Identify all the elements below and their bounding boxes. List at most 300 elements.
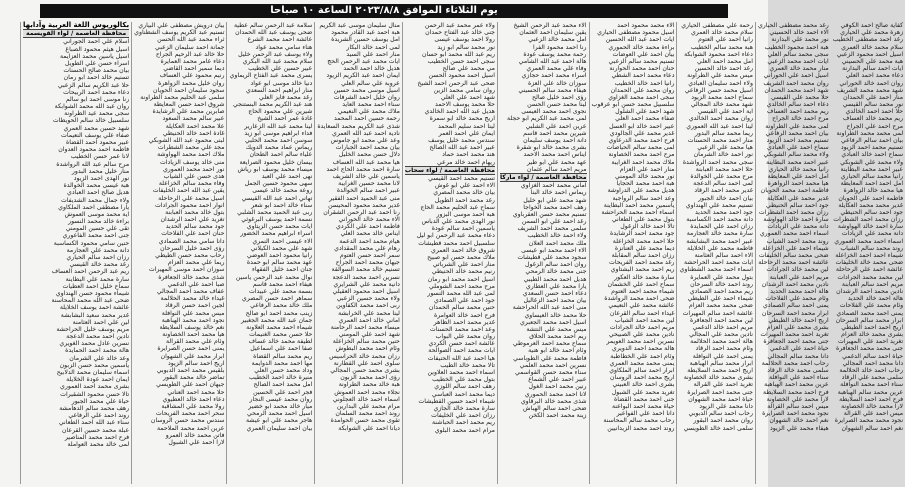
name-entry: رحاب محمد حسن الطيطي xyxy=(155,252,225,259)
name-column xyxy=(314,22,402,484)
name-entry: جود احمد علي الصمادي xyxy=(433,297,495,305)
name-entry: حنان احمد علي الفلاحات xyxy=(161,230,225,238)
name-entry: هاجر محمد علي ابو عيشة xyxy=(245,417,313,425)
name-entry: رزان احمد سالم الحياري xyxy=(66,254,130,261)
name-entry: لينا محمد عبد الله الزعارير xyxy=(244,122,313,130)
name-entry: بشرى احمد خالد العبيني xyxy=(612,381,675,389)
name-entry: دانة محمد علي الزيادات xyxy=(767,223,829,231)
name-entry: سندس محمد حسن الروسان xyxy=(150,417,225,425)
name-entry: شيرين علي محمود الحاج xyxy=(248,108,313,116)
name-entry: عبلة محمد حسين القرعان xyxy=(61,426,130,434)
name-entry: عائشة محمد علي النعيمي xyxy=(608,302,675,310)
name-entry: سناء احمد محمد النوافلة xyxy=(840,381,904,389)
district-heading: محافظة العاصمة / لواء سحاب xyxy=(404,166,495,174)
name-column xyxy=(20,22,131,484)
name-entry: منار ابراهيم احمد السعدي xyxy=(245,86,313,94)
name-entry: هالة احمد محمد الحديد xyxy=(770,287,829,295)
name-entry: روان محمد عيسى النجار xyxy=(249,395,313,403)
name-entry: سلمى عبد الحليم محمد الطراونة xyxy=(140,93,225,101)
name-column xyxy=(589,22,677,484)
name-entry: لانا محمد حسين الغرايبة xyxy=(338,180,400,188)
name-entry: هالة محمد احمد الحمايدة xyxy=(65,347,130,355)
name-entry: سوزان خالد علي العزة xyxy=(528,79,587,87)
name-entry: ولاء عمر محمد عبد الرحمن xyxy=(424,22,495,29)
name-entry: بيان احمد محمد الرفاعي xyxy=(765,129,829,137)
name-entry: ضحى عبد الله محمد المحاسنة xyxy=(51,297,130,305)
name-entry: رزان احمد سالم المقابلة xyxy=(611,252,675,259)
name-entry: شيماء محمد احمد العتوم xyxy=(611,287,675,295)
name-entry: تهاني احمد عبد الله القيسي xyxy=(241,194,313,202)
name-entry: مرح احمد علي الجراح xyxy=(846,122,904,130)
name-entry: بتول خالد محمد العبابنة xyxy=(165,208,225,216)
name-entry: بتول محمد علي العمايرة xyxy=(690,273,753,281)
name-entry: ياسمين محمد حسن الزبون xyxy=(59,361,130,369)
name-entry: اسيل احمد محمود العقيلي xyxy=(332,287,400,295)
name-entry: صفاء محمد احمد العلي xyxy=(615,115,675,123)
name-entry: دعاء احمد خالد العطيوي xyxy=(162,395,225,403)
name-entry: سناء محمد حسن القواسمي xyxy=(515,369,587,376)
name-column xyxy=(131,22,226,484)
name-entry: حياة احمد علي الدغمي xyxy=(769,345,829,353)
name-entry: غدير محمد سعيد البشابشة xyxy=(60,311,130,319)
name-entry: صابرين محمد علي الرشايدة xyxy=(152,108,225,116)
name-entry: مريم احمد سالم عثمان xyxy=(527,165,587,173)
name-entry: لارا احمد علي الشبول xyxy=(168,438,225,446)
name-entry: بشرى محمد حسن المجالي xyxy=(330,367,400,374)
name-entry: بيان احمد خالد الجبور xyxy=(698,194,753,202)
name-entry: تسنيم محمد سالم الزعبي xyxy=(608,57,675,65)
name-entry: رحاب احمد خالد الحلالمة xyxy=(839,367,904,374)
name-entry: شذى محمد خالد البرقاوي xyxy=(520,397,587,405)
name-entry: سمر احمد حسن العتوم xyxy=(339,252,400,259)
name-entry: سماح احمد خالد العبادي xyxy=(841,151,904,159)
name-entry: لين علي احمد العثامنة xyxy=(72,318,130,326)
name-entry: بيان احمد علي العوضات xyxy=(612,50,675,58)
name-entry: ريم احمد محمد الحلاق xyxy=(529,333,587,341)
name-entry: ايات احمد محمد الزعبي xyxy=(767,57,829,65)
name-entry: نور احمد خالد الشرمان xyxy=(693,151,753,159)
name-entry: هيام محمد احمد الدعمة xyxy=(339,237,400,245)
name-entry: ميساء محمد احمد الرحامنة xyxy=(330,323,400,331)
name-entry: اريج احمد احمد الطيطي xyxy=(841,323,904,331)
name-entry: دلال حسن محمد الخليل xyxy=(338,151,400,159)
name-entry: تسنيم خالد احمد ابو رمان xyxy=(63,74,130,82)
name-entry: نسرين احمد محمد العلمي xyxy=(519,361,587,369)
name-entry: روند محمد سالم الشياب xyxy=(840,244,904,252)
name-entry: هبة خالد محمد الطراونة xyxy=(338,381,400,389)
name-entry: اسيل محمود مصطفى الحياري xyxy=(597,29,675,37)
name-entry: شروق خالد احمد العمري xyxy=(431,246,495,254)
name-entry: بشرى محمد خالد ابو شقرة xyxy=(516,144,587,152)
name-entry: ياسمين محمد احمد البطاينة xyxy=(603,201,675,209)
name-entry: فاطمة احمد محمد الحويان xyxy=(760,187,829,195)
name-entry: شهد احمد علي المومني xyxy=(338,331,400,339)
name-entry: لينا محمد حسن الحسن xyxy=(527,101,587,109)
name-entry: لمى عبد الله محمد النسور xyxy=(427,289,495,297)
name-entry: عبير احمد سالم الخوالدة xyxy=(336,187,400,195)
name-entry: الاء محمد محمود احمد xyxy=(617,22,675,29)
name-entry: شهد احمد محمد الحمدان xyxy=(764,86,829,94)
name-entry: اسراء محمد احمد حجازي xyxy=(521,72,587,80)
name-entry: مريم احمد علي العبابنة xyxy=(769,273,829,281)
name-entry: منى خالد يوسف الزيادات xyxy=(159,158,225,166)
name-entry: ريم محمد احمد العساف xyxy=(767,108,829,116)
name-entry: عرين احمد علي الشلبي xyxy=(525,122,587,130)
name-entry: بسمة محمد علي عبيدات xyxy=(249,287,313,295)
name-entry: ولاء احمد خالد الخطيب xyxy=(527,232,587,240)
name-entry: هند محمد احمد حماد xyxy=(442,151,495,159)
name-entry: فاتن محمد خالد العمرو xyxy=(165,431,225,439)
name-entry: يارا مصطفى احمد الملكاوي xyxy=(58,203,130,211)
name-entry: صفا احمد علي اسماعيل xyxy=(250,345,313,353)
name-entry: يمنى محمد محمد العمري xyxy=(609,359,675,367)
name-entry: نادين محمد احمد الرشدان xyxy=(761,280,829,288)
district-heading: محافظة العاصمة / لواء القويسمة xyxy=(23,29,129,38)
name-column xyxy=(497,22,589,484)
name-entry: الاء عيسى احمد النمري xyxy=(252,237,313,245)
name-entry: رغد احمد مصطفى الخطيب xyxy=(832,36,904,44)
name-entry: منار محمد خالد العمري xyxy=(769,65,829,73)
name-entry: وئام محمد علي الفلاحات xyxy=(765,295,829,303)
name-entry: دعاء محمد احمد الربيحات xyxy=(63,88,130,96)
name-entry: ياسمين احمد سالم عودة xyxy=(431,225,495,233)
name-entry: سماح محمد احمد العرموطي xyxy=(512,340,587,348)
name-entry: حنين محمد سالم الخزاعلة xyxy=(332,338,400,346)
name-entry: فاطمة احمد محمود العدوان xyxy=(58,146,130,154)
name-entry: ضحى محمد محمد العزام xyxy=(688,302,753,310)
name-entry: منار احمد علي الشرباتي xyxy=(432,261,495,269)
name-entry: بيان محمد احمد الجبارات xyxy=(335,144,400,152)
name-entry: سندس محمد خليل يوسف xyxy=(428,137,495,144)
name-entry: ربى عبد الحميد محمد الشلبي xyxy=(237,208,313,216)
name-entry: سارة محمد خالد العكور xyxy=(614,273,675,281)
name-entry: سلام محمد خالد العمري xyxy=(690,29,753,37)
name-entry: شهد احمد علي الشلول xyxy=(615,108,675,116)
name-entry: ديما محمد احمد العباسي xyxy=(431,390,495,398)
name-entry: وئام محمد علي الفلاحات xyxy=(839,302,904,310)
name-entry: بيان محمد احمد الزغاليل xyxy=(523,297,587,305)
name-entry: روان محمد احمد الخالدي xyxy=(688,115,753,123)
name-entry: مي محمد علي صالح xyxy=(442,65,495,73)
name-entry: عهد محمد سالم ابو حمدة xyxy=(246,259,313,267)
name-entry: ضحى احمد محمد الرواشدة xyxy=(604,295,675,303)
name-entry: عائشة احمد علي الرحاحلة xyxy=(835,266,904,274)
name-entry: ملاك محمد علي النعيمي xyxy=(337,108,400,116)
name-entry: ربى احمد محمد الكفاوين xyxy=(336,302,400,310)
name-entry: هيفاء محمد علي الزيود xyxy=(770,424,829,432)
name-entry: تسنيم محمد احمد القيسي xyxy=(428,174,495,182)
name-entry: يمنى احمد محمد الصمادي xyxy=(836,309,904,317)
name-entry: روان خليل محمد الزواهرة xyxy=(158,79,225,87)
name-entry: تسنيم محمد احمد الزيود xyxy=(840,144,904,152)
name-entry: لبنى محمود عبد الله الشوبكي xyxy=(148,137,225,144)
name-entry: سارة محمد خالد الجازي xyxy=(433,404,495,412)
name-entry: سماهر احمد حسن المصري xyxy=(241,295,313,303)
name-entry: حنان احمد محمد الحوارنة xyxy=(609,65,675,73)
name-entry: نادين محمد علي الصبيحي xyxy=(608,331,675,339)
name-entry: جنى احمد محمد الفاعوري xyxy=(62,232,130,240)
name-entry: سارة احمد خالد الهواوشة xyxy=(763,216,829,224)
name-entry: سجى احمد حسن الخطيب xyxy=(427,57,495,65)
name-entry: نور الهدى احمد الزيود xyxy=(73,174,130,182)
name-entry: تسنيم محمد حسن العقرباوي xyxy=(512,210,587,218)
name-entry: عرين احمد محمد الملاحمة xyxy=(156,424,225,432)
name-entry: روند احمد خالد السرحان xyxy=(690,280,753,288)
name-entry: هبة محمد علي الحسيني xyxy=(841,57,904,65)
name-entry: بتول محمد علي الخطيب xyxy=(432,376,495,384)
name-entry: ريم عبد الله محمد ابو حسان xyxy=(421,50,495,58)
name-entry: مريم احمد خالد الدغمي xyxy=(692,323,753,331)
name-entry: شيماء احمد احمد الخزاعلة xyxy=(835,252,904,259)
name-entry: غدير محمد علي الجالودي xyxy=(609,129,675,137)
name-entry: روان محمد علي الحمدان xyxy=(610,86,675,94)
name-entry: تسنيم محمد علي الهنداوي xyxy=(685,201,753,209)
name-entry: جنان احمد خليل الفقهاء xyxy=(251,266,313,274)
name-entry: يمنى احمد سالم الصمادي xyxy=(762,302,829,310)
name-entry: عفاف محمد احمد المجالي xyxy=(156,287,225,295)
name-entry: ديما محمد علي العنانزة xyxy=(614,244,675,252)
name-entry: دعاء محمد عبد الرحمن ابو ليل xyxy=(416,232,495,240)
name-entry: ميس محمد علي الطراونة xyxy=(687,72,753,80)
name-entry: عائشة احمد حسن الكردي xyxy=(428,340,495,348)
name-entry: ديانا احمد علي الشوابكة xyxy=(338,424,400,432)
name-entry: حياة علي محمد الجبور xyxy=(71,397,130,405)
name-entry: تسنيم خالد محمد السوالقة xyxy=(331,266,400,274)
name-entry: جمانة احمد سليمان الزعبي xyxy=(155,43,225,51)
name-entry: رحاب احمد سالم الدبوبي xyxy=(688,410,753,418)
name-entry: نسرين عادل محمد الغويري xyxy=(59,340,130,348)
name-entry: سلسبيل خالد سالم الحويطات xyxy=(52,117,130,125)
name-entry: رحمة حسين احمد المحمد xyxy=(333,115,400,123)
name-entry: الاء احمد علي ابو غوش xyxy=(435,182,495,190)
name-entry: غدير محمد محمود المحيسن xyxy=(328,201,400,209)
name-entry: جود محمد سالم الحديد xyxy=(165,223,225,231)
name-entry: ملاك احمد محمد الهواوشة xyxy=(157,151,225,159)
name-entry: بتول محمد علي الطعاني xyxy=(611,216,675,224)
name-entry: روان محمد احمد البقور xyxy=(693,417,753,425)
name-entry: حلا حسن محمد الغنيمات xyxy=(249,331,313,339)
name-entry: نهى احمد علي العبد xyxy=(261,172,313,180)
name-entry: شهد محمد علي ابو خليل xyxy=(523,196,587,204)
name-entry: رزان محمد احمد الشطرات xyxy=(758,208,829,216)
name-entry: ملك خالد محمد الرفاعي xyxy=(250,302,313,310)
name-entry: سلامة عبد الرحمن سالم عطية xyxy=(233,22,313,29)
name-entry: رغد محمد خالد القيسي xyxy=(69,261,130,269)
name-entry: غادة احمد خالد الحنيطي xyxy=(162,129,225,137)
name-entry: عهد محمد علي ابو طير xyxy=(526,158,587,166)
name-entry: هيا محمد احمد الخصاونة xyxy=(162,331,225,339)
name-entry: دعاء احمد حسن السعدي xyxy=(522,289,587,297)
name-entry: انوار احمد محمود الجرادات xyxy=(155,201,225,209)
name-entry: سماح احمد محمد الزيود xyxy=(691,93,753,101)
name-entry: روعة محمد خالد عيسى xyxy=(252,187,313,195)
name-entry: سارة احمد محمد الحاج احمد xyxy=(326,165,400,173)
name-entry: هالة احمد خالد الحديد xyxy=(847,295,904,303)
name-entry: شهد احمد علي العلي xyxy=(440,93,495,101)
name-entry: ايمان احمد عودة الخلايلة xyxy=(66,376,130,384)
name-entry: مرام محمد علي البدارين xyxy=(336,402,400,410)
name-entry: دعاء محمد احمد الشطي xyxy=(611,72,675,80)
name-entry: صبا احمد علي الدغمي xyxy=(167,280,225,288)
name-entry: ابرار محمد احمد السرحان xyxy=(761,309,829,317)
name-entry: سجى محمد احمد الرواشدة xyxy=(682,158,753,166)
name-entry: هيا محمد عبد الله العساف xyxy=(332,158,400,166)
name-entry: ولاء محمد علي الشوبكي xyxy=(840,158,904,166)
name-entry: مرح احمد خالد الجراح xyxy=(772,115,829,123)
name-entry: هند عبد الكريم محمد البستنجي xyxy=(232,101,313,109)
name-entry: روان عبد الله محمد الشوابكة xyxy=(54,103,130,111)
name-entry: ولاء محمد حسين الزعبي xyxy=(336,295,400,303)
name-entry: سحر احمد محمد الفريحات xyxy=(155,410,225,418)
name-entry: تغريد احمد علي المهيرات xyxy=(837,338,904,346)
name-entry: نوال محمد عبد الرحمن ياسين xyxy=(235,273,313,281)
name-entry: رغد محمد مصطفى الحياري xyxy=(757,22,829,29)
name-entry: رزان احمد علي الخليفات xyxy=(431,412,495,420)
name-entry: رنا احمد عبد الرحمن الشقران xyxy=(323,208,400,216)
name-entry: جيهان محمد احمد الجراح xyxy=(335,259,400,267)
name-entry: حياة احمد سالم الدغمي xyxy=(842,352,904,360)
name-entry: ابرار محمد سالم الهباهبة xyxy=(689,359,753,367)
name-entry: سارة احمد خالد الهواوشة xyxy=(837,223,904,231)
name-entry: لمى محمد علي الطراونة xyxy=(765,122,829,130)
name-entry: هالة محمد احمد الدويري xyxy=(611,345,675,353)
name-entry: عبير سالم محمد السعود xyxy=(162,115,225,123)
name-entry: اسماء احمد محمد الشطناوي xyxy=(679,266,753,274)
name-entry: جنى محمد محمد الجعافرة xyxy=(835,345,904,353)
name-entry: دانا سامي محمد الصمادي xyxy=(158,237,225,245)
name-entry: هناء سامي محمد عواد xyxy=(255,43,313,51)
name-entry: ايات محمد عبد الرحمن الحج xyxy=(327,57,400,65)
name-entry: اسيل محمد حسن الرفاعي xyxy=(684,86,753,94)
name-entry: عبير احمد محمد البطاينة xyxy=(766,158,829,166)
name-entry: دانة محمد علي الزيادات xyxy=(841,230,904,238)
name-entry: وعد علي محمد ابو جاموس xyxy=(330,137,400,144)
name-entry: عبير احمد محمد البشابشة xyxy=(686,237,753,245)
name-entry: فداء ابراهيم موسى ابو زيد xyxy=(244,129,313,137)
name-entry: روان محمد علي البواب xyxy=(435,333,495,341)
name-entry: هبة عيسى محمد الخوالدة xyxy=(63,182,130,190)
name-entry: نغم احمد سالم الشهوان xyxy=(841,424,904,432)
name-entry: يسرى محمد عبد الفتاح الريماوي xyxy=(229,72,313,80)
name-entry: منار خليل محمد البدور xyxy=(71,167,130,175)
name-entry: دانة محمد احمد الكساسبة xyxy=(686,216,753,224)
name-entry: حلا عبد الكريم سالم الزعبي xyxy=(57,81,130,89)
name-entry: حلا احمد احمد الخالدي xyxy=(845,108,904,116)
name-entry: تغريد احمد علي القرالة xyxy=(693,381,753,389)
name-entry: بيان محمد صالح الحسنات xyxy=(63,67,130,75)
name-entry: مرح احمد محمد الخصاونة xyxy=(608,151,675,159)
name-entry: تسنيم محمد احمد الزيود xyxy=(766,137,829,144)
name-entry: فرح احمد محمد السلايطة xyxy=(762,388,829,396)
name-entry: لجين احمد حسن الرقاد xyxy=(165,302,225,310)
name-entry: روان احمد خالد الحوراني xyxy=(839,79,904,87)
name-entry: اريج احمد سالم الزيود xyxy=(168,359,225,367)
name-entry: بشرى محمد خالد الخصاونة xyxy=(683,374,753,382)
name-entry: امل محمد احمد الصالح xyxy=(253,381,313,389)
name-entry: عائشة احمد يوسف الخلايلة xyxy=(59,304,130,312)
name-entry: رانيا محمد سالم الحياري xyxy=(840,172,904,180)
name-entry: وفاء محمد سالم الخزاعلة xyxy=(158,180,225,188)
name-entry: اسماء احمد محمد العموري xyxy=(759,230,829,238)
name-entry: ضحى احمد سالم الهباش xyxy=(523,404,587,412)
name-entry: فاطمة محمد علي الخلايلة xyxy=(686,244,753,252)
name-entry: اسيل موسى محمد حسين xyxy=(333,86,400,94)
name-entry: دانة احمد يوسف سليمان xyxy=(523,137,587,144)
name-entry: غيداء خالد محمد الحلالمة xyxy=(160,295,225,303)
name-entry: رهام علي محمد المقدادي xyxy=(334,244,400,252)
name-entry: لينا احمد عبد الله العموري xyxy=(686,122,753,130)
name-entry: تالا احمد خالد الزغول xyxy=(620,223,675,231)
name-entry: سناء احمد علي النوافلة xyxy=(768,374,829,382)
name-entry: فاطمة احمد علي الكردي xyxy=(336,223,400,231)
name-entry: عبير احمد خالد ابو العسل xyxy=(609,122,675,130)
name-entry: حنين سامي محمود الكساسبة xyxy=(53,239,130,247)
name-entry: ضحى محمد خالد الخليفات xyxy=(835,259,904,267)
name-entry: بشرى محمد احمد العموري xyxy=(60,383,130,391)
name-entry: سلمى احمد خالد الطويسي xyxy=(683,424,753,432)
name-entry: رؤى احمد محمد الزبون xyxy=(340,374,400,382)
name-entry: فرح احمد احمد السلايطة xyxy=(839,395,904,403)
name-entry: حياة محمد احمد البواعنة xyxy=(611,402,675,410)
name-entry: اريج احمد خالد الطيطي xyxy=(768,316,829,324)
name-entry: اسيل احمد محمد الرمحي xyxy=(246,410,313,418)
name-entry: مها احمد محمد الدوايمة xyxy=(251,359,313,367)
name-entry: سلام محمد خالد العمري xyxy=(841,43,904,51)
name-column xyxy=(402,22,497,484)
name-entry: لارا محمد خالد الخصاونة xyxy=(841,402,904,410)
name-entry: سناء احمد محمد العايد xyxy=(342,101,400,109)
name-entry: سماح احمد علي العبادي xyxy=(766,144,829,152)
name-entry: امل محمد احمد العلي xyxy=(697,57,753,65)
name-entry: حياة احمد محمد الشهوان xyxy=(688,395,753,403)
name-entry: اسماء احمد خالد العجلوني xyxy=(332,395,400,403)
name-entry: مرح سالم عبد الله الرواشدة xyxy=(56,160,130,168)
name-entry: شيماء احمد علي الطيطي xyxy=(687,295,753,303)
name-entry: لارا محمد علي الخصاونة xyxy=(766,395,829,403)
name-entry: منيرة خالد احمد الخطيب xyxy=(248,374,313,382)
name-entry: اسيل احمد محمود الزعبي xyxy=(836,50,904,58)
name-entry: بيسان خليل محمود الصرايعة xyxy=(239,158,313,166)
name-entry: لانا احمد محمد الحموري xyxy=(524,390,587,398)
name-entry: زينة محمد احمد الكخن xyxy=(528,412,587,420)
name-entry: ريم محمد احمد الحباشنة xyxy=(431,419,495,427)
name-entry: نسرين احمد محمد الدعجة xyxy=(332,273,400,281)
name-entry: اماني محمد احمد الغزاوي xyxy=(520,182,587,190)
name-entry: رانيا محمود احمد العوضي xyxy=(246,252,313,259)
name-entry: دعاء احمد سالم الخالدي xyxy=(766,101,829,109)
name-entry: سلسبيل محمد حسن ابو عرقوب xyxy=(591,101,675,109)
name-entry: ميس احمد علي القرالة xyxy=(843,410,904,418)
name-entry: حلا محمد علي القيسي xyxy=(770,93,829,101)
name-entry: ولاء يوسف عبد الرحمن خليل xyxy=(238,50,313,58)
name-entry: ابرار احمد سالم الملكاوي xyxy=(609,367,675,374)
name-entry: روند محمد احمد الشياب xyxy=(766,237,829,245)
name-entry: اريج احمد محمد السلايطة xyxy=(687,367,753,374)
name-entry: وداد محمد حسن العلي xyxy=(254,367,313,374)
name-entry: اية محمد موسى العموش xyxy=(64,210,130,218)
name-entry: عبير احمد محمد البطاينة xyxy=(840,165,904,173)
name-entry: نور محمد علي البدارنة xyxy=(771,36,829,44)
name-entry: حلا احمد محمد العبابنة xyxy=(695,165,753,173)
name-entry: فاطمة محمد علي الطوباسي xyxy=(513,354,587,362)
name-entry: رزان احمد علي الحمايدة xyxy=(690,223,753,231)
name-entry: عرين محمد احمد الهباهبة xyxy=(764,381,829,389)
name-entry: لمى محمد محمد الطراونة xyxy=(836,129,904,137)
name-entry: الاء محمد عبد الرحمن الشيخ xyxy=(513,22,587,29)
name-entry: رغد محمد فايز العلي xyxy=(259,93,313,101)
name-entry: سماح خليل احمد العطيات xyxy=(62,282,130,290)
name-entry: نادين محمد احمد الرشدان xyxy=(836,287,904,295)
